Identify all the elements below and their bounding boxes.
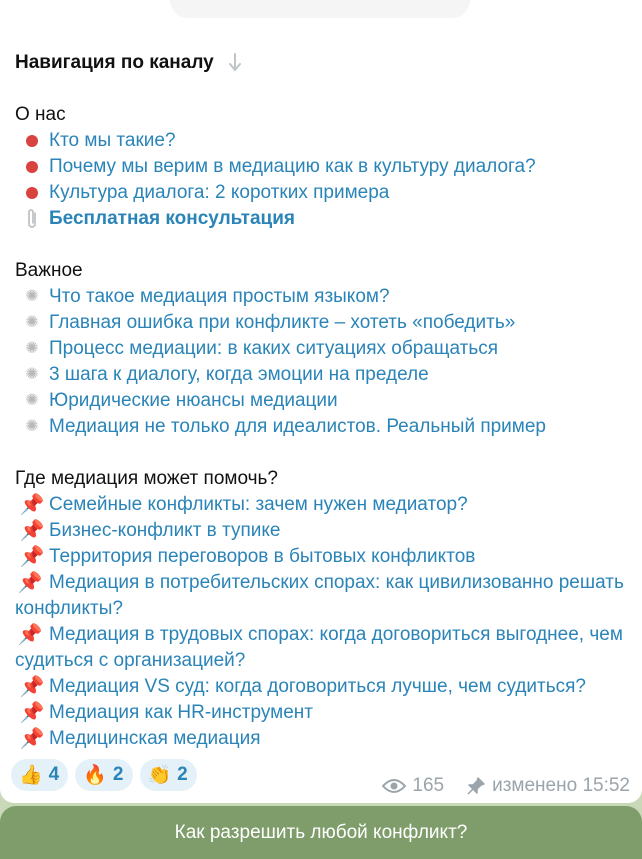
views-count: 165 <box>412 775 445 796</box>
sparkle-icon: ✺ <box>25 314 39 331</box>
section-title-about: О нас <box>15 104 66 125</box>
fire-icon: 🔥 <box>83 764 107 786</box>
pushpin-icon: 📌 <box>17 572 43 594</box>
link-labor-disputes[interactable]: 📌 Медиация в трудовых спорах: когда договориться выгоднее, чем судиться с организацией? <box>15 624 623 671</box>
reaction-clap[interactable] <box>140 759 197 791</box>
edited-timestamp: изменено 15:52 <box>492 775 630 796</box>
arrow-down-icon <box>226 52 244 74</box>
link-why-we-believe[interactable]: Почему мы верим в медиацию как в культуру диалога? <box>15 154 635 180</box>
pushpin-icon: 📌 <box>19 546 45 568</box>
red-circle-icon <box>26 161 38 173</box>
link-mediation-process[interactable]: ✺ Процесс медиации: в каких ситуациях обращаться <box>15 336 635 362</box>
bubble-top-shade <box>170 0 470 18</box>
eye-icon <box>382 778 406 794</box>
reaction-count: 4 <box>48 764 60 785</box>
pushpin-icon: 📌 <box>19 520 45 542</box>
link-mediation-vs-court[interactable]: 📌 Медиация VS суд: когда договориться лучше, чем судиться? <box>19 676 586 698</box>
sparkle-icon: ✺ <box>25 366 39 383</box>
reactions-bar <box>11 759 197 791</box>
link-hr-tool[interactable]: 📌 Медиация как HR-инструмент <box>19 702 313 724</box>
pushpin-icon: 📌 <box>19 702 45 724</box>
clap-icon: 👏 <box>147 764 172 786</box>
link-medical-mediation[interactable]: 📌 Медицинская медиация <box>19 728 261 750</box>
red-circle-icon <box>26 187 38 199</box>
sparkle-icon: ✺ <box>25 288 39 305</box>
nav-title: Навигация по каналу <box>15 50 635 76</box>
sparkle-icon: ✺ <box>25 340 39 357</box>
pushpin-icon: 📌 <box>19 676 45 698</box>
channel-action-button[interactable]: Как разрешить любой конфликт? <box>0 806 642 859</box>
pushpin-icon: 📌 <box>19 494 45 516</box>
link-business-conflict[interactable]: 📌 Бизнес-конфликт в тупике <box>19 520 281 542</box>
message-text <box>15 50 635 752</box>
pin-icon <box>466 776 486 796</box>
reaction-count: 2 <box>112 764 124 785</box>
pushpin-icon: 📌 <box>19 728 45 750</box>
sparkle-icon: ✺ <box>25 392 39 409</box>
section-title-important: Важное <box>15 260 83 281</box>
reaction-thumbs-up[interactable] <box>11 759 68 791</box>
link-household-conflicts[interactable]: 📌 Территория переговоров в бытовых конфликтов <box>19 546 476 568</box>
red-circle-icon <box>26 135 38 147</box>
link-dialog-culture[interactable]: Культура диалога: 2 коротких примера <box>15 180 635 206</box>
reaction-count: 2 <box>177 764 188 785</box>
link-three-steps[interactable]: ✺ 3 шага к диалогу, когда эмоции на пределе <box>15 362 635 388</box>
link-consumer-disputes[interactable]: 📌 Медиация в потребительских спорах: как цивилизованно решать конфликты? <box>15 572 624 619</box>
sparkle-icon: ✺ <box>25 418 39 435</box>
section-title-where-helps: Где медиация может помочь? <box>15 468 278 489</box>
link-family-conflicts[interactable]: 📌 Семейные конфликты: зачем нужен медиатор? <box>19 494 468 516</box>
pushpin-icon: 📌 <box>17 624 43 646</box>
thumbs-up-icon: 👍 <box>19 764 43 786</box>
link-not-only-idealists[interactable]: ✺ Медиация не только для идеалистов. Реальный пример <box>15 414 635 440</box>
paperclip-icon <box>25 207 39 231</box>
link-what-is-mediation[interactable]: ✺ Что такое медиация простым языком? <box>15 284 635 310</box>
link-legal-nuances[interactable]: ✺ Юридические нюансы медиации <box>15 388 635 414</box>
link-who-we-are[interactable]: Кто мы такие? <box>15 128 635 154</box>
reaction-fire[interactable] <box>75 759 132 791</box>
link-free-consultation[interactable]: Бесплатная консультация <box>15 206 635 232</box>
message-meta <box>382 775 630 797</box>
link-main-mistake[interactable]: ✺ Главная ошибка при конфликте – хотеть «победить» <box>15 310 635 336</box>
